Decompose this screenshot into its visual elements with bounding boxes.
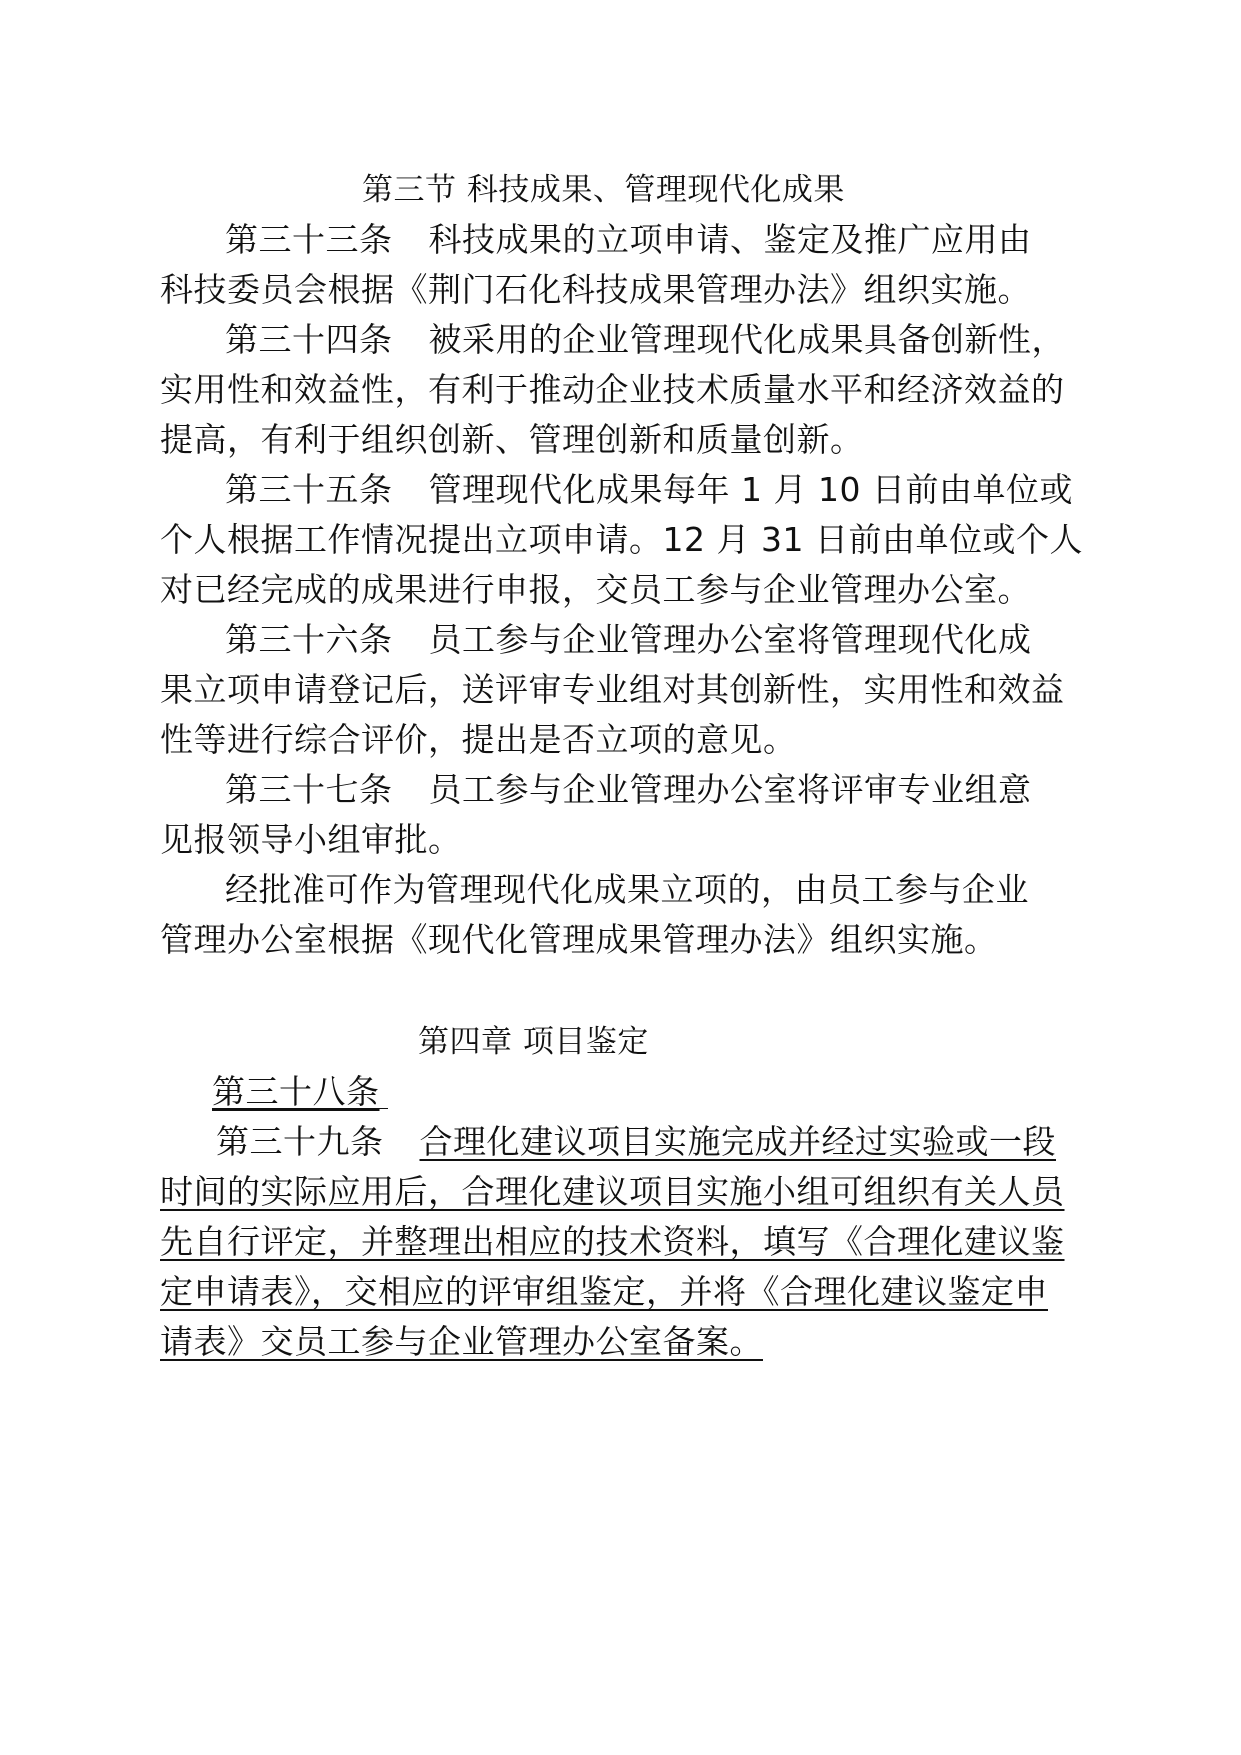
article-39-line-2: 时间的实际应用后，合理化建议项目实施小组可组织有关人员 xyxy=(160,1172,1065,1211)
article-39-text-1: 合理化建议项目实施完成并经过实验或一段 xyxy=(419,1122,1056,1161)
article-37-text-1: 员工参与企业管理办公室将评审专业组意 xyxy=(428,770,1032,809)
article-33-text-1: 科技成果的立项申请、鉴定及推广应用由 xyxy=(428,220,1032,259)
article-34-number: 第三十四条 xyxy=(225,320,393,359)
article-35-line-1 xyxy=(225,470,1073,510)
article-39-line-3: 先自行评定，并整理出相应的技术资料，填写《合理化建议鉴 xyxy=(160,1222,1065,1261)
article-39-line-5: 请表》交员工参与企业管理办公室备案。 xyxy=(160,1322,763,1361)
article-39-line-1 xyxy=(216,1122,1056,1162)
article-35-text-1: 管理现代化成果每年 1 月 10 日前由单位或 xyxy=(428,470,1073,509)
article-34-line-2: 实用性和效益性，有利于推动企业技术质量水平和经济效益的 xyxy=(160,370,1065,409)
article-37-paragraph-2-line-2: 管理办公室根据《现代化管理成果管理办法》组织实施。 xyxy=(160,920,998,959)
article-39-line-4: 定申请表》，交相应的评审组鉴定，并将《合理化建议鉴定申 xyxy=(160,1272,1048,1311)
article-37-number: 第三十七条 xyxy=(225,770,393,809)
article-39-number: 第三十九条 xyxy=(216,1122,384,1161)
article-36-line-3: 性等进行综合评价，提出是否立项的意见。 xyxy=(160,720,797,759)
article-33-number: 第三十三条 xyxy=(225,220,393,259)
article-37-line-1 xyxy=(225,770,1032,810)
article-33-line-2: 科技委员会根据《荆门石化科技成果管理办法》组织实施。 xyxy=(160,270,1031,309)
article-34-text-1: 被采用的企业管理现代化成果具备创新性， xyxy=(428,320,1065,359)
article-36-text-1: 员工参与企业管理办公室将管理现代化成 xyxy=(428,620,1032,659)
article-34-line-1 xyxy=(225,320,1065,360)
article-33-line-1 xyxy=(225,220,1032,260)
article-34-line-3: 提高，有利于组织创新、管理创新和质量创新。 xyxy=(160,420,864,459)
article-38-underline xyxy=(212,1108,388,1109)
section-heading: 第三节 科技成果、管理现代化成果 xyxy=(362,172,845,208)
article-36-line-1 xyxy=(225,620,1032,660)
article-35-line-3: 对已经完成的成果进行申报，交员工参与企业管理办公室。 xyxy=(160,570,1031,609)
article-35-number: 第三十五条 xyxy=(225,470,393,509)
article-38-number: 第三十八条 xyxy=(212,1072,380,1111)
article-37-line-2: 见报领导小组审批。 xyxy=(160,820,462,859)
article-36-line-2: 果立项申请登记后，送评审专业组对其创新性，实用性和效益 xyxy=(160,670,1065,709)
article-37-paragraph-2-line-1: 经批准可作为管理现代化成果立项的，由员工参与企业 xyxy=(225,870,1029,909)
article-36-number: 第三十六条 xyxy=(225,620,393,659)
chapter-heading: 第四章 项目鉴定 xyxy=(418,1024,649,1060)
article-35-line-2: 个人根据工作情况提出立项申请。12 月 31 日前由单位或个人 xyxy=(160,520,1083,559)
